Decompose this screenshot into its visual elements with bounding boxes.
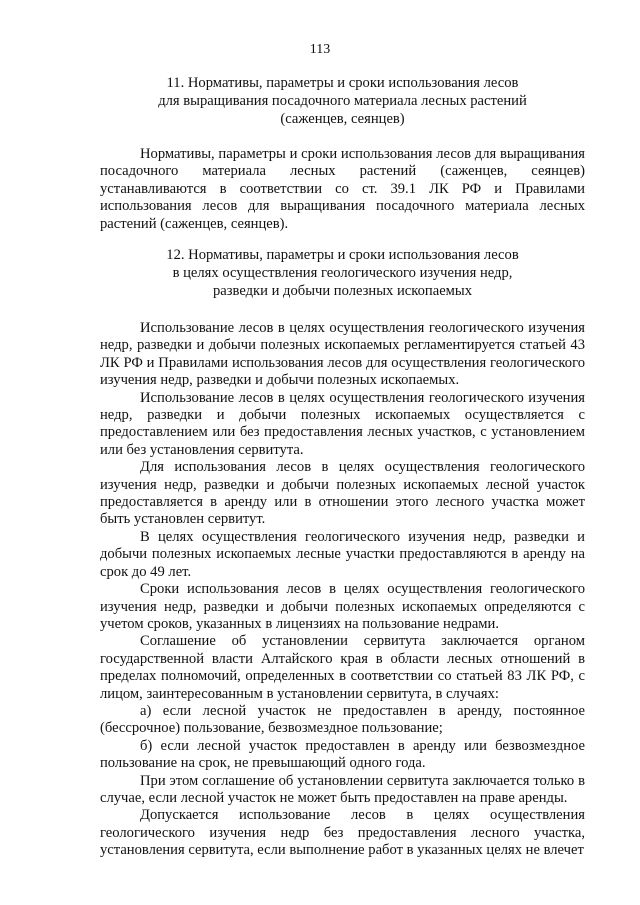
paragraph: Сроки использования лесов в целях осуществления геологического изучения недр, разведки и добычи полезных ископаемых определяются с учетом сроков, указанных в лицензиях на пользование недрами. [100, 581, 585, 632]
paragraph: В целях осуществления геологического изучения недр, разведки и добычи полезных ископаемых лесные участки предоставляются в аренду на срок до 49 лет. [100, 528, 585, 580]
paragraph: При этом соглашение об установлении сервитута заключается только в случае, если лесной участок не может быть предоставлен на праве аренды. [100, 772, 585, 806]
paragraph: а) если лесной участок не предоставлен в аренду, постоянное (бессрочное) пользование, безвозмездное пользование; [100, 702, 585, 737]
paragraph: б) если лесной участок предоставлен в аренду или безвозмездное пользование на срок, не превышающий одного года. [100, 737, 585, 772]
section-11-body [100, 146, 585, 233]
paragraph: Использование лесов в целях осуществления геологического изучения недр, разведки и добычи полезных ископаемых осуществляется с предоставлением или без предоставления лесных участков, с установлением или без установления сервитута. [100, 389, 585, 458]
section-12-heading [100, 246, 585, 300]
section-11-heading [100, 74, 585, 128]
page-number: 113 [309, 42, 331, 57]
heading-line: для выращивания посадочного материала лесных растений [158, 93, 527, 109]
heading-line: в целях осуществления геологического изучения недр, [172, 265, 513, 281]
paragraph: Для использования лесов в целях осуществления геологического изучения недр, разведки и добычи полезных ископаемых лесной участок предоставляется в аренду или в отношении этого лесного участка может быть установлен сервитут. [100, 459, 585, 528]
paragraph: Нормативы, параметры и сроки использования лесов для выращивания посадочного материала лесных растений (саженцев, сеянцев) устанавливаются в соответствии со ст. 39.1 ЛК РФ и Правилами использования лесов для выращивания посадочного материала лесных растений (саженцев, сеянцев). [100, 146, 585, 232]
section-12-body [100, 320, 585, 860]
paragraph: Допускается использование лесов в целях осуществления геологического изучения недр без предоставления лесного участка, установления сервитута, если выполнение работ в указанных целях не влечет [100, 807, 585, 859]
paragraph: Использование лесов в целях осуществления геологического изучения недр, разведки и добычи полезных ископаемых регламентируется статьей 43 ЛК РФ и Правилами использования лесов для осуществления геологического изучения недр, разведки и добычи полезных ископаемых. [100, 320, 585, 389]
heading-line: 12. Нормативы, параметры и сроки использования лесов [166, 247, 519, 263]
paragraph: Соглашение об установлении сервитута заключается органом государственной власти Алтайского края в области лесных отношений в пределах полномочий, определенных в соответствии со статьей 83 ЛК РФ, с лицом, заинтересованным в установлении сервитута, в случаях: [100, 633, 585, 702]
heading-line: (саженцев, сеянцев) [280, 111, 405, 127]
heading-line: 11. Нормативы, параметры и сроки использования лесов [166, 75, 519, 91]
heading-line: разведки и добычи полезных ископаемых [212, 283, 473, 299]
